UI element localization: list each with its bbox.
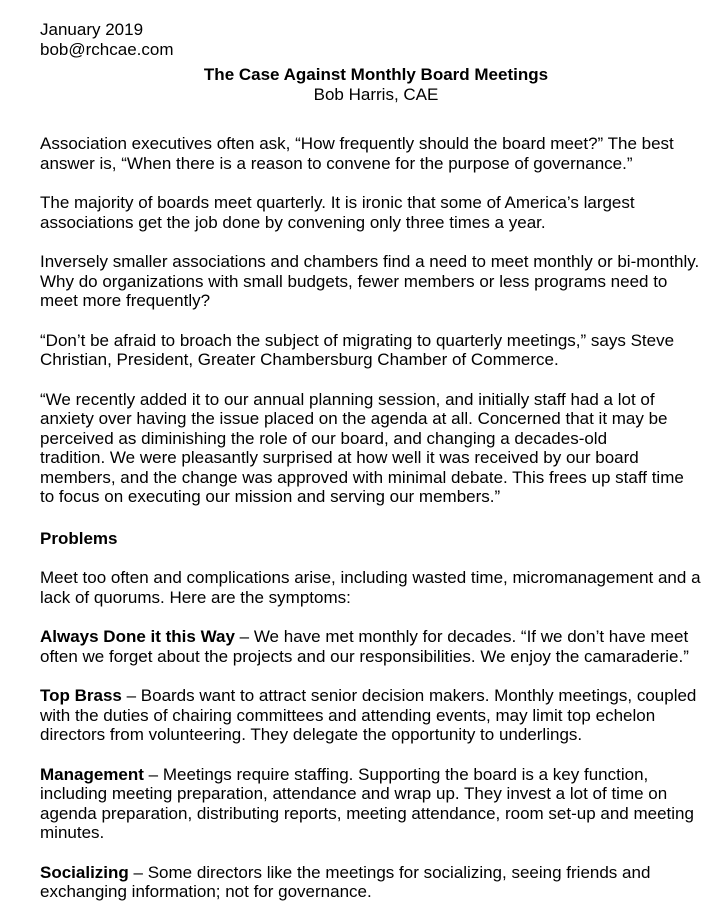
symptom-top-brass	[40, 686, 712, 745]
symptom-text: – We have met monthly for decades. “If we don’t have meet	[234, 627, 689, 646]
symptom-term: Management	[40, 764, 144, 784]
problems-intro	[40, 568, 712, 607]
symptom-always-done	[40, 627, 712, 666]
text-line: to focus on executing our mission and serving our members.”	[40, 487, 501, 506]
text-line: directors from volunteering. They delegate the opportunity to underlings.	[40, 725, 583, 744]
text-line: anxiety over having the issue placed on the agenda at all. Concerned that it may be	[40, 409, 668, 428]
paragraph	[40, 193, 712, 232]
paragraph	[40, 252, 712, 311]
document-date: January 2019	[40, 20, 144, 39]
text-line: Inversely smaller associations and chambers find a need to meet monthly or bi-monthly.	[40, 252, 700, 271]
text-line: answer is, “When there is a reason to convene for the purpose of governance.”	[40, 153, 633, 173]
symptom-text: – Some directors like the meetings for socializing, seeing friends and	[128, 862, 651, 882]
text-line	[40, 863, 712, 883]
text-line: exchanging information; not for governance.	[40, 882, 372, 901]
symptom-socializing	[40, 863, 712, 902]
text-line	[40, 765, 712, 785]
text-line: lack of quorums. Here are the symptoms:	[40, 587, 351, 607]
text-line: members, and the change was approved with minimal debate. This frees up staff time	[40, 467, 684, 487]
section-heading-problems: Problems	[40, 528, 118, 548]
text-line: meet more frequently?	[40, 291, 211, 310]
text-line: Association executives often ask, “How frequently should the board meet?” The best	[40, 134, 674, 153]
text-line: agenda preparation, distributing reports, meeting attendance, room set-up and meeting	[40, 803, 694, 823]
text-line: including meeting preparation, attendance and wrap up. They invest a lot of time on	[40, 784, 668, 803]
author-email: bob@rchcae.com	[40, 39, 174, 59]
text-line	[40, 686, 712, 706]
text-line	[40, 627, 712, 647]
text-line: tradition. We were pleasantly surprised at how well it was received by our board	[40, 448, 639, 467]
text-line: perceived as diminishing the role of our board, and changing a decades-old	[40, 428, 608, 448]
symptom-text: – Meetings require staffing. Supporting the board is a key function,	[143, 764, 649, 784]
author-byline: Bob Harris, CAE	[313, 84, 439, 104]
symptom-term: Top Brass	[40, 686, 122, 705]
symptom-term: Socializing	[40, 862, 129, 882]
text-line: Why do organizations with small budgets, fewer members or less programs need to	[40, 271, 668, 291]
document-page	[40, 20, 712, 902]
symptom-management	[40, 765, 712, 843]
text-line: often we forget about the projects and our responsibilities. We enjoy the camaraderie.”	[40, 646, 689, 666]
document-title: The Case Against Monthly Board Meetings	[203, 65, 549, 84]
text-line: with the duties of chairing committees and attending events, may limit top echelon	[40, 705, 656, 725]
symptom-term: Always Done it this Way	[40, 627, 235, 646]
text-line: minutes.	[40, 823, 105, 842]
text-line: The majority of boards meet quarterly. It is ironic that some of America’s largest	[40, 193, 635, 212]
paragraph	[40, 134, 712, 173]
text-line: “Don’t be afraid to broach the subject of migrating to quarterly meetings,” says Steve	[40, 330, 675, 350]
paragraph	[40, 331, 712, 370]
text-line: “We recently added it to our annual planning session, and initially staff had a lot of	[40, 389, 655, 409]
text-line: Meet too often and complications arise, including wasted time, micromanagement and a	[40, 568, 701, 587]
text-line: Christian, President, Greater Chambersburg Chamber of Commerce.	[40, 350, 559, 369]
symptom-text: – Boards want to attract senior decision makers. Monthly meetings, coupled	[121, 686, 697, 705]
quote-paragraph	[40, 390, 712, 507]
text-line: associations get the job done by convening only three times a year.	[40, 212, 546, 232]
